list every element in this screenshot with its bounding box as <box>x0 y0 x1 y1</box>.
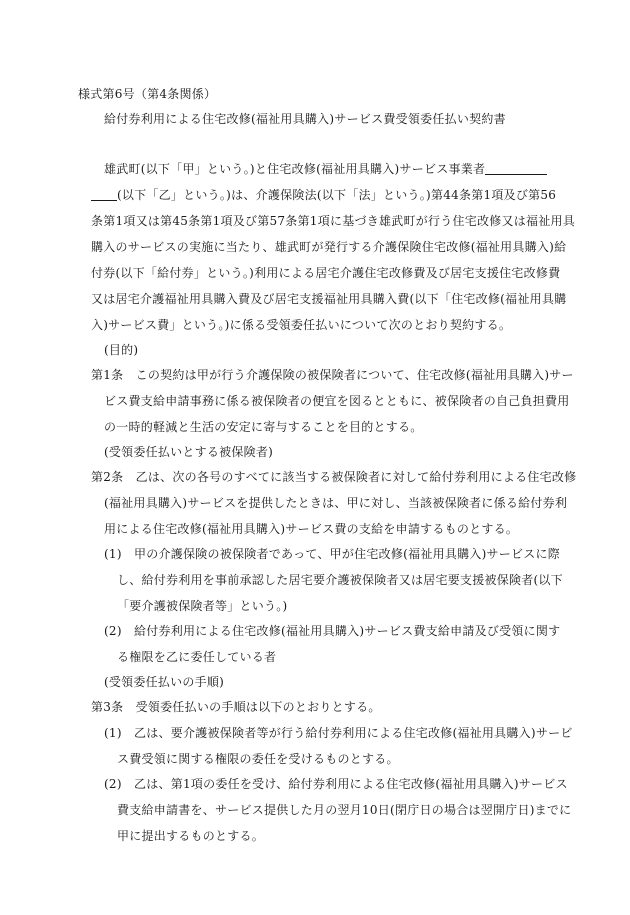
article2-line-2: (福祉用具購入)サービスを提供したときは、甲に対し、当該被保険者に係る給付券利 <box>104 496 568 510</box>
article2-item1-line-2: し、給付券利用を事前承認した居宅要介護被保険者又は居宅要支援被保険者(以下 <box>117 573 563 587</box>
document-title: 給付券利用による住宅改修(福祉用具購入)サービス費受領委任払い契約書 <box>104 112 506 126</box>
article3-item2-line-3: 甲に提出するものとする。 <box>117 829 265 843</box>
contractor-name-blank-continued <box>91 188 117 201</box>
preamble-text-1: 雄武町(以下「甲」という。)と住宅改修(福祉用具購入)サービス事業者 <box>104 162 486 176</box>
form-number: 様式第6号（第4条関係） <box>78 87 217 101</box>
article2-item2-line-1: (2) 給付券利用による住宅改修(福祉用具購入)サービス費支給申請及び受領に関す <box>104 624 561 638</box>
preamble-line-1 <box>104 161 547 177</box>
article3-heading: (受領委任払いの手順) <box>104 675 225 689</box>
contractor-name-blank <box>485 162 547 175</box>
preamble-text-2: (以下「乙」という。)は、介護保険法(以下「法」という。)第44条第1項及び第56 <box>117 188 557 202</box>
article2-item1-line-3: 「要介護被保険者等」という。) <box>117 599 288 613</box>
article2-line-3: 用による住宅改修(福祉用具購入)サービス費の支給を申請するものとする。 <box>104 522 519 536</box>
article2-item2-line-2: る権限を乙に委任している者 <box>117 650 277 664</box>
article2-item1-line-1: (1) 甲の介護保険の被保険者であって、甲が住宅改修(福祉用具購入)サービスに際 <box>104 547 561 561</box>
preamble-line-7: 入)サービス費」という。)に係る受領委任払いについて次のとおり契約する。 <box>91 318 512 332</box>
article3-item2-line-1: (2) 乙は、第1項の委任を受け、給付券利用による住宅改修(福祉用具購入)サービス <box>104 777 568 791</box>
preamble-line-4: 購入のサービスの実施に当たり、雄武町が発行する介護保険住宅改修(福祉用具購入)給 <box>91 240 567 254</box>
preamble-line-3: 条第1項又は第45条第1項及び第57条第1項に基づき雄武町が行う住宅改修又は福祉用具 <box>91 214 575 228</box>
preamble-line-5: 付券(以下「給付券」という。)利用による居宅介護住宅改修費及び居宅支援住宅改修費 <box>91 266 561 280</box>
article3-item2-line-2: 費支給申請書を、サービス提供した月の翌月10日(閉庁日の場合は翌開庁日)までに <box>117 803 572 817</box>
preamble-line-6: 又は居宅介護福祉用具購入費及び居宅支援福祉用具購入費(以下「住宅改修(福祉用具購 <box>91 292 567 306</box>
article3-item1-line-1: (1) 乙は、要介護被保険者等が行う給付券利用による住宅改修(福祉用具購入)サービ <box>104 726 573 740</box>
article3-item1-line-2: ス費受領に関する権限の委任を受けるものとする。 <box>117 752 399 766</box>
article2-heading: (受領委任払いとする被保険者) <box>104 445 274 459</box>
preamble-line-2 <box>91 187 556 203</box>
article1-heading: (目的) <box>104 343 139 357</box>
article1-line-1: 第1条 この契約は甲が行う介護保険の被保険者について、住宅改修(福祉用具購入)サー <box>91 368 574 382</box>
article1-line-2: ビス費支給申請事務に係る被保険者の便宜を図るとともに、被保険者の自己負担費用 <box>104 394 570 408</box>
article3-line-1: 第3条 受領委任払いの手順は以下のとおりとする。 <box>91 700 381 714</box>
article1-line-3: の一時的軽減と生活の安定に寄与することを目的とする。 <box>104 420 423 434</box>
article2-line-1: 第2条 乙は、次の各号のすべてに該当する被保険者に対して給付券利用による住宅改修 <box>91 470 577 484</box>
